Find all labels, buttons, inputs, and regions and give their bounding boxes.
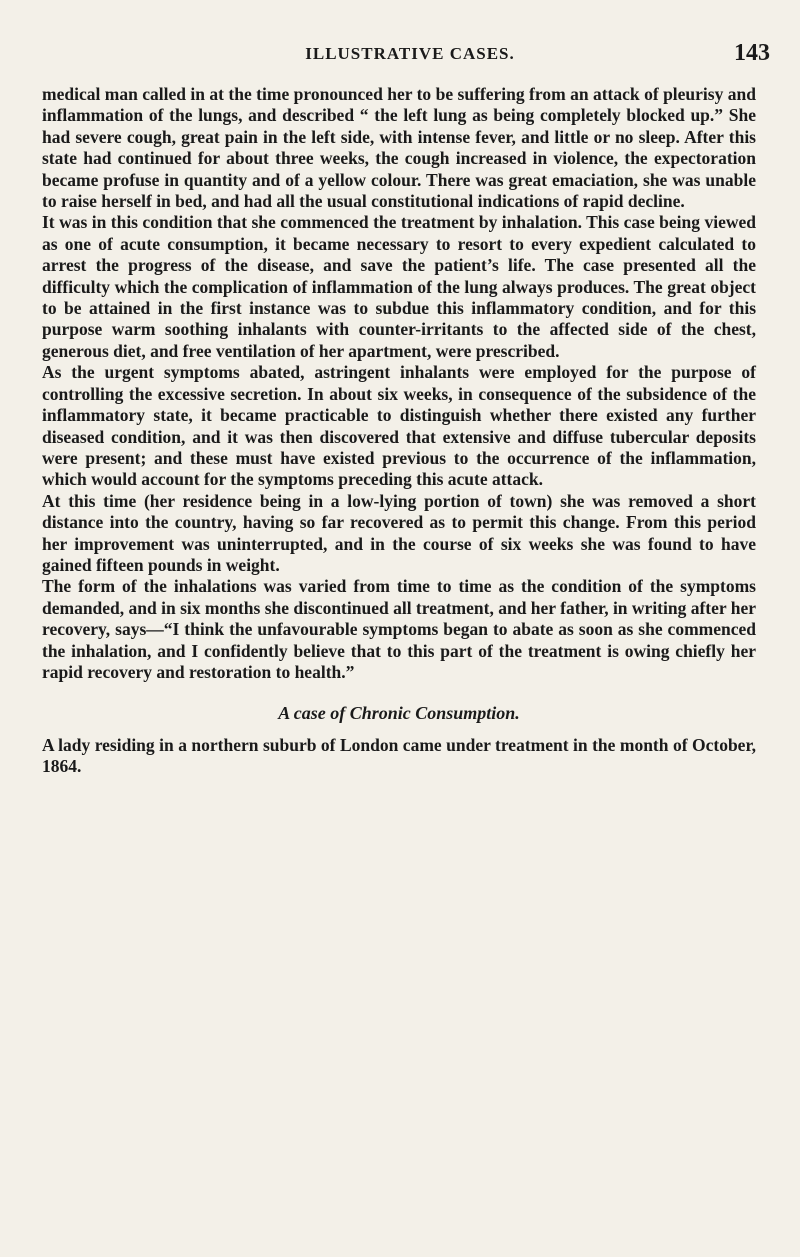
body-text (42, 84, 756, 778)
running-head (40, 40, 780, 74)
page-number: 143 (734, 40, 770, 66)
paragraph: The form of the inhalations was varied from time to time as the condition of the symptoms demanded, and in six months she discontinued all treatment, and her father, in writing after her recovery, says—“I think the unfavourable symptoms began to abate as soon as she commenced the inhalation, and I confidently believe that to this part of the treatment is owing chiefly her rapid recovery and restoration to health.” (42, 576, 756, 682)
paragraph: A lady residing in a northern suburb of London came under treatment in the month of October, 1864. (42, 734, 756, 777)
section-heading: A case of Chronic Consumption. (278, 703, 520, 724)
paragraph: As the urgent symptoms abated, astringent inhalants were employed for the purpose of controlling the excessive secretion. In about six weeks, in consequence of the subsidence of the inflammatory state, it became practicable to distinguish whether there existed any further diseased condition, and it was then discovered that extensive and diffuse tubercular deposits were present; and these must have existed previous to the occurrence of the inflammation, which would account for the symptoms preceding this acute attack. (42, 362, 756, 490)
running-title: ILLUSTRATIVE CASES. (305, 44, 515, 63)
paragraph: medical man called in at the time pronounced her to be suffering from an attack of pleurisy and inflammation of the lungs, and described “ the left lung as being completely blocked up.” She had severe cough, great pain in the left side, with intense fever, and little or no sleep. After this state had continued for about three weeks, the cough increased in violence, the expectoration became profuse in quantity and of a yellow colour. There was great emaciation, she was unable to raise herself in bed, and had all the usual constitutional indications of rapid decline. (42, 84, 756, 212)
paragraph: At this time (her residence being in a low-lying portion of town) she was removed a short distance into the country, having so far recovered as to permit this change. From this period her improvement was uninterrupted, and in the course of six weeks she was found to have gained fifteen pounds in weight. (42, 490, 756, 575)
paragraph: It was in this condition that she commenced the treatment by inhalation. This case being viewed as one of acute consumption, it became necessary to resort to every expedient calculated to arrest the progress of the disease, and save the patient’s life. The case presented all the difficulty which the complication of inflammation of the lung always produces. The great object to be attained in the first instance was to subdue this inflammatory condition, and for this purpose warm soothing inhalants with counter-irritants to the affected side of the chest, generous diet, and free ventilation of her apartment, were prescribed. (42, 212, 756, 361)
